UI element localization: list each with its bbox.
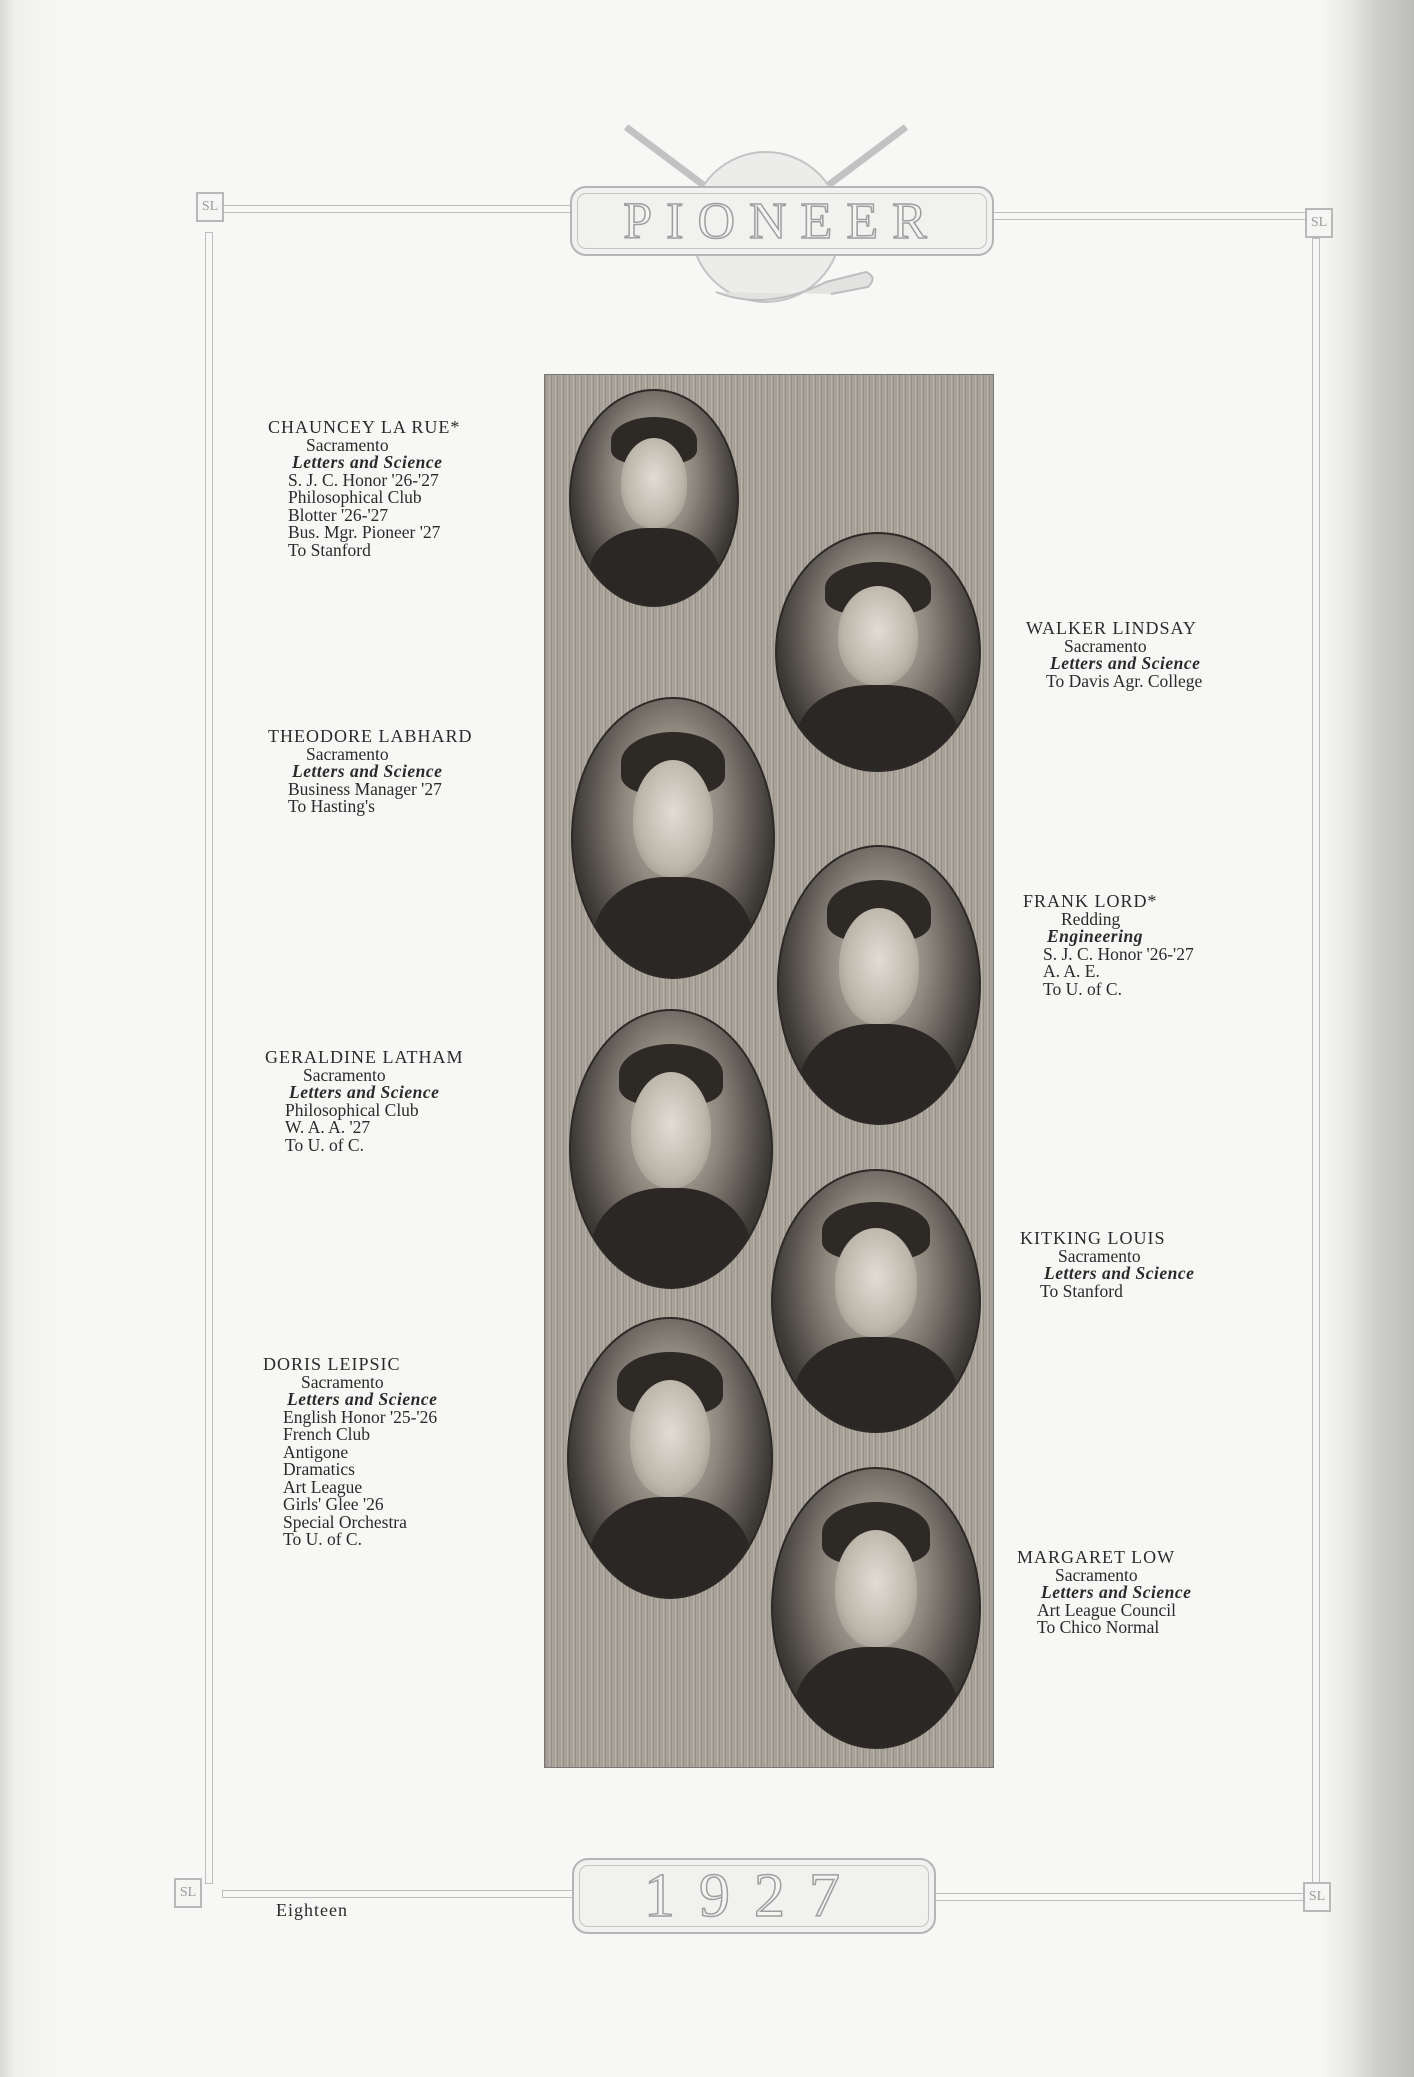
student-name: CHAUNCEY LA RUE* xyxy=(268,417,461,437)
student-activity: To Hasting's xyxy=(288,796,375,816)
student-activity: W. A. A. '27 xyxy=(285,1117,371,1137)
student-name: THEODORE LABHARD xyxy=(268,726,473,746)
portrait-frank-lord xyxy=(777,845,981,1125)
student-activity: Bus. Mgr. Pioneer '27 xyxy=(288,522,441,542)
year-plaque xyxy=(572,1858,936,1934)
student-name: GERALDINE LATHAM xyxy=(265,1047,464,1067)
frame-bottom-left xyxy=(222,1890,574,1898)
student-town: Sacramento xyxy=(301,1371,384,1392)
student-activity: Girls' Glee '26 xyxy=(283,1494,384,1514)
corner-mark-bottom-left: SL xyxy=(174,1878,202,1908)
student-name: DORIS LEIPSIC xyxy=(263,1354,401,1374)
student-name: WALKER LINDSAY xyxy=(1026,618,1197,638)
student-department: Letters and Science xyxy=(289,1082,440,1102)
student-activity: To U. of C. xyxy=(285,1134,364,1155)
portrait-strip xyxy=(545,375,993,1767)
student-activity: S. J. C. Honor '26-'27 xyxy=(1043,943,1194,964)
student-activity: Philosophical Club xyxy=(285,1099,419,1120)
student-activity: Philosophical Club xyxy=(288,487,422,507)
student-town: Sacramento xyxy=(1058,1245,1141,1266)
frame-right xyxy=(1312,238,1320,1890)
student-name: KITKING LOUIS xyxy=(1020,1228,1166,1248)
portrait-walker-lindsay xyxy=(775,532,981,772)
student-activity: French Club xyxy=(283,1424,371,1444)
student-activity: Dramatics xyxy=(283,1459,355,1479)
frame-top-right xyxy=(990,212,1308,220)
student-town: Redding xyxy=(1061,908,1121,929)
student-entry-frank-lord xyxy=(1023,893,1194,998)
student-department: Letters and Science xyxy=(1050,653,1201,673)
student-entry-chauncey-la-rue xyxy=(268,419,460,559)
student-activity: To Stanford xyxy=(288,539,371,560)
student-activity: Special Orchestra xyxy=(283,1511,407,1532)
frame-top-left xyxy=(222,205,574,213)
portrait-margaret-low xyxy=(771,1467,981,1749)
student-activity: A. A. E. xyxy=(1043,961,1100,981)
student-activity: Blotter '26-'27 xyxy=(288,504,389,525)
student-town: Sacramento xyxy=(1055,1564,1138,1585)
student-activity: Art League Council xyxy=(1037,1599,1176,1620)
corner-mark-bottom-right: SL xyxy=(1303,1882,1331,1912)
student-entry-doris-leipsic xyxy=(263,1356,437,1549)
portrait-geraldine-latham xyxy=(569,1009,773,1289)
student-activity: To U. of C. xyxy=(1043,978,1122,999)
student-town: Sacramento xyxy=(306,743,389,764)
student-department: Engineering xyxy=(1047,926,1143,946)
portrait-theodore-labhard xyxy=(571,697,775,979)
student-name: FRANK LORD* xyxy=(1023,891,1158,911)
student-activity: To Stanford xyxy=(1040,1280,1123,1301)
portrait-chauncey-la-rue xyxy=(569,389,739,607)
student-name: MARGARET LOW xyxy=(1017,1547,1176,1567)
student-department: Letters and Science xyxy=(287,1389,438,1409)
student-department: Letters and Science xyxy=(292,452,443,472)
year-label: 1927 xyxy=(644,1861,864,1930)
portrait-doris-leipsic xyxy=(567,1317,773,1599)
corner-mark-top-right: SL xyxy=(1305,208,1333,238)
student-activity: To Davis Agr. College xyxy=(1046,670,1203,691)
frame-left xyxy=(205,232,213,1884)
portrait-kitking-louis xyxy=(771,1169,981,1433)
student-town: Sacramento xyxy=(1064,635,1147,656)
student-activity: To U. of C. xyxy=(283,1529,362,1549)
student-entry-geraldine-latham xyxy=(265,1049,463,1154)
corner-mark-top-left: SL xyxy=(196,192,224,222)
student-entry-walker-lindsay xyxy=(1026,620,1202,690)
student-department: Letters and Science xyxy=(1041,1582,1192,1602)
student-department: Letters and Science xyxy=(1044,1263,1195,1283)
student-activity: Business Manager '27 xyxy=(288,778,442,799)
student-activity: English Honor '25-'26 xyxy=(283,1406,438,1427)
page-title: PIONEER xyxy=(623,192,941,250)
student-department: Letters and Science xyxy=(292,761,443,781)
student-activity: Antigone xyxy=(283,1441,349,1462)
student-entry-margaret-low xyxy=(1017,1549,1191,1637)
student-activity: To Chico Normal xyxy=(1037,1617,1160,1637)
frame-bottom-right xyxy=(930,1893,1308,1901)
student-entry-kitking-louis xyxy=(1020,1230,1194,1300)
student-activity: Art League xyxy=(283,1476,363,1497)
student-town: Sacramento xyxy=(303,1064,386,1085)
student-entry-theodore-labhard xyxy=(268,728,473,816)
page-number: Eighteen xyxy=(276,1900,348,1920)
student-town: Sacramento xyxy=(306,434,389,455)
title-plaque xyxy=(570,186,994,256)
student-activity: S. J. C. Honor '26-'27 xyxy=(288,469,439,490)
